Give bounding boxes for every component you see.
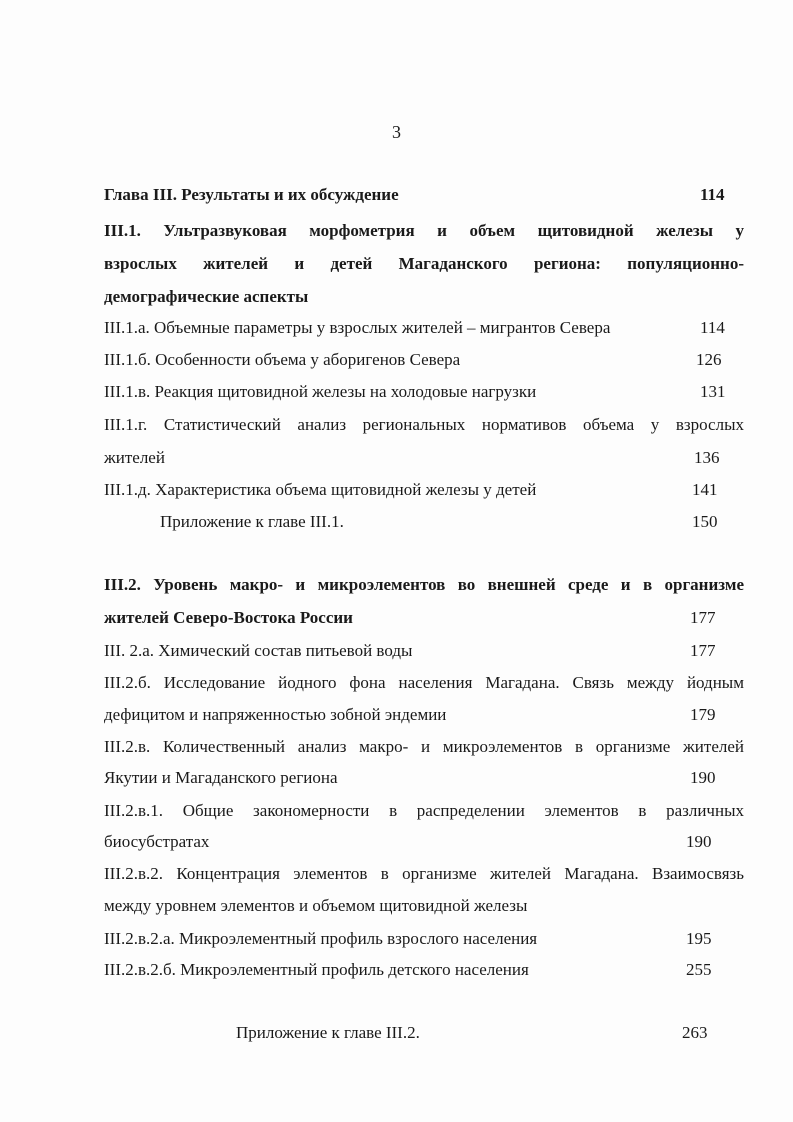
toc-entry-2v-line-1: III.2.в. Количественный анализ макро- и микроэлементов в организме жителей [104,737,744,756]
toc-entry-1g-line-1: III.1.г. Статистический анализ региональных нормативов объема у взрослых [104,415,744,434]
toc-entry-page: 190 [686,832,712,851]
toc-entry-text: III.1.д. Характеристика объема щитовидной железы у детей [104,480,537,499]
section-2-heading-line-1: III.2. Уровень макро- и микроэлементов во внешней среде и в организме [104,575,744,594]
toc-entry-1a [104,317,744,339]
toc-entry-text: III.1.в. Реакция щитовидной железы на холодовые нагрузки [104,382,537,401]
section-2-heading-line-2 [104,607,744,629]
toc-entry-2a [104,640,744,662]
toc-entry-page: 150 [692,512,718,531]
toc-entry-text: Приложение к главе III.2. [236,1023,420,1042]
toc-entry-page: 131 [700,382,726,401]
toc-entry-text: III.1.а. Объемные параметры у взрослых жителей – мигрантов Севера [104,318,611,337]
toc-entry-2v2a [104,928,744,950]
toc-appendix-2 [236,1022,726,1044]
toc-entry-2v1-line-1: III.2.в.1. Общие закономерности в распределении элементов в различных [104,801,744,820]
toc-entry-2v2b [104,959,744,981]
toc-entry-2b-line-1: III.2.б. Исследование йодного фона населения Магадана. Связь между йодным [104,673,744,692]
toc-entry-text: III.2.в.2.б. Микроэлементный профиль детского населения [104,960,529,979]
toc-entry-text: жителей [104,448,165,467]
toc-entry-text: Приложение к главе III.1. [160,512,344,531]
toc-entry-page: 255 [686,960,712,979]
toc-entry-text: III. 2.а. Химический состав питьевой воды [104,641,413,660]
chapter-heading [104,184,744,206]
toc-entry-2b-line-2 [104,704,744,726]
toc-entry-page: 126 [696,350,722,369]
chapter-page: 114 [700,185,725,204]
toc-entry-text: III.2.в.2.а. Микроэлементный профиль взрослого населения [104,929,538,948]
toc-entry-page: 114 [700,318,725,337]
toc-entry-2v-line-2 [104,767,744,789]
toc-entry-page: 195 [686,929,712,948]
toc-entry-2v1-line-2 [104,831,744,853]
chapter-title: Глава III. Результаты и их обсуждение [104,185,399,204]
toc-entry-1g-line-2 [104,447,744,469]
toc-entry-page: 190 [690,768,716,787]
section-1-heading-line-3: демографические аспекты [104,287,309,306]
section-1-heading-line-1: III.1. Ультразвуковая морфометрия и объем щитовидной железы у [104,221,744,240]
section-2-heading-text: жителей Северо-Востока России [104,608,353,627]
toc-entry-page: 136 [694,448,720,467]
toc-entry-page: 177 [690,641,716,660]
toc-entry-1b [104,349,744,371]
toc-entry-text: дефицитом и напряженностью зобной эндемии [104,705,447,724]
toc-entry-1d [104,479,744,501]
toc-entry-page: 179 [690,705,716,724]
toc-entry-1v [104,381,744,403]
toc-entry-2v2-line-1: III.2.в.2. Концентрация элементов в организме жителей Магадана. Взаимосвязь [104,864,744,883]
toc-entry-2v2-line-2: между уровнем элементов и объемом щитовидной железы [104,896,528,915]
toc-entry-text: III.1.б. Особенности объема у аборигенов Севера [104,350,461,369]
page-number: 3 [392,122,401,142]
section-2-page: 177 [690,608,716,627]
toc-entry-page: 263 [682,1023,708,1042]
toc-entry-text: биосубстратах [104,832,210,851]
toc-entry-text: Якутии и Магаданского региона [104,768,338,787]
section-1-heading-line-2: взрослых жителей и детей Магаданского региона: популяционно- [104,254,744,273]
toc-entry-page: 141 [692,480,718,499]
toc-appendix-1 [160,511,720,533]
